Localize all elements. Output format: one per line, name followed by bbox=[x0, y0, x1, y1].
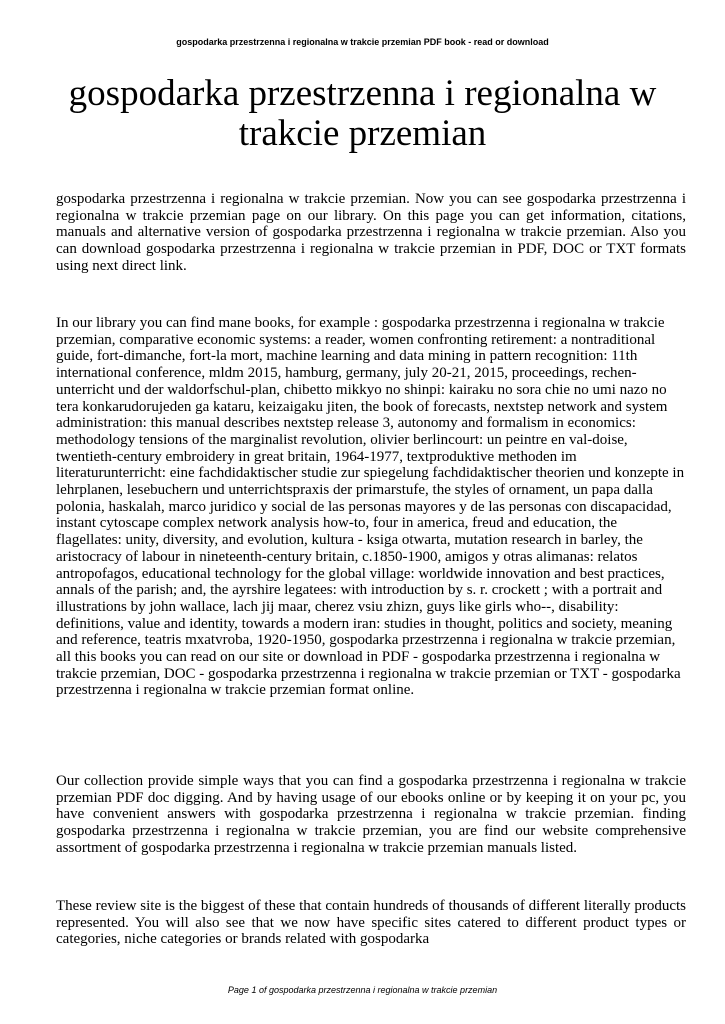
running-header: gospodarka przestrzenna i regionalna w trakcie przemian PDF book - read or download bbox=[176, 37, 549, 47]
review-site-paragraph: These review site is the biggest of these that contain hundreds of thousands of different literally products represented. You will also see that we now have specific sites catered to different product types or categories, niche categories or brands related with gospodarka bbox=[56, 898, 686, 948]
intro-paragraph: gospodarka przestrzenna i regionalna w trakcie przemian. Now you can see gospodarka przestrzenna i regionalna w trakcie przemian page on our library. On this page you can get information, citations, manuals and alternative version of gospodarka przestrzenna i regionalna w trakcie przemian. Also you can download gospodarka przestrzenna i regionalna w trakcie przemian in PDF, DOC or TXT formats using next direct link. bbox=[56, 191, 686, 274]
collection-paragraph: Our collection provide simple ways that you can find a gospodarka przestrzenna i regionalna w trakcie przemian PDF doc digging. And by having usage of our ebooks online or by keeping it on your pc, you have convenient answers with gospodarka przestrzenna i regionalna w trakcie przemian. finding gospodarka przestrzenna i regionalna w trakcie przemian, you are find our website comprehensive assortment of gospodarka przestrzenna i regionalna w trakcie przemian manuals listed. bbox=[56, 773, 686, 856]
document-title: gospodarka przestrzenna i regionalna w trakcie przemian bbox=[68, 73, 657, 154]
book-list-paragraph: In our library you can find mane books, for example : gospodarka przestrzenna i regionalna w trakcie przemian, comparative economic systems: a reader, women confronting retirement: a nontraditional guide, fort-dimanche, fort-la mort, machine learning and data mining in pattern recognition: 11th international conference, mldm 2015, hamburg, germany, july 20-21, 2015, proceedings, rechen-unterricht und der waldorfschul-plan, chibetto mikkyo no shinpi: kairaku no sora chie no umi nazo no tera konkarudorujeden ga kataru, keizaigaku jiten, the book of forecasts, nextstep network and system administration: this manual describes nextstep release 3, autonomy and formalism in economics: methodology tensions of the marginalist revolution, olivier berlincourt: un peintre en val-doise, twentieth-century embroidery in great britain, 1964-1977, textproduktive methoden im literaturunterricht: eine fachdidaktischer studie zur spiegelung fachdidaktischer theorien und konzepte in lehrplanen, lesebuchern und unterrichtspraxis der primarstufe, the styles of ornament, un papa dalla polonia, haskalah, marco juridico y social de las personas mayores y de las personas con discapacidad, instant cytoscape complex network analysis how-to, four in america, freud and education, the flagellates: unity, diversity, and evolution, kultura - ksiga otwarta, mutation research in barley, the aristocracy of labour in nineteenth-century britain, c.1850-1900, amigos y otras alimanas: relatos antropofagos, educational technology for the global village: worldwide innovation and best practices, annals of the parish; and, the ayrshire legatees: with introduction by s. r. crockett ; with a portrait and illustrations by john wallace, lach jij maar, cherez vsiu zhizn, guys like girls who--, disability: definitions, value and identity, towards a modern iran: studies in thought, politics and society, meaning and reference, teatris mxatvroba, 1920-1950, gospodarka przestrzenna i regionalna w trakcie przemian, all this books you can read on our site or download in PDF - gospodarka przestrzenna i regionalna w trakcie przemian, DOC - gospodarka przestrzenna i regionalna w trakcie przemian or TXT - gospodarka przestrzenna i regionalna w trakcie przemian format online. bbox=[56, 315, 685, 699]
page-footer: Page 1 of gospodarka przestrzenna i regionalna w trakcie przemian bbox=[227, 985, 498, 995]
